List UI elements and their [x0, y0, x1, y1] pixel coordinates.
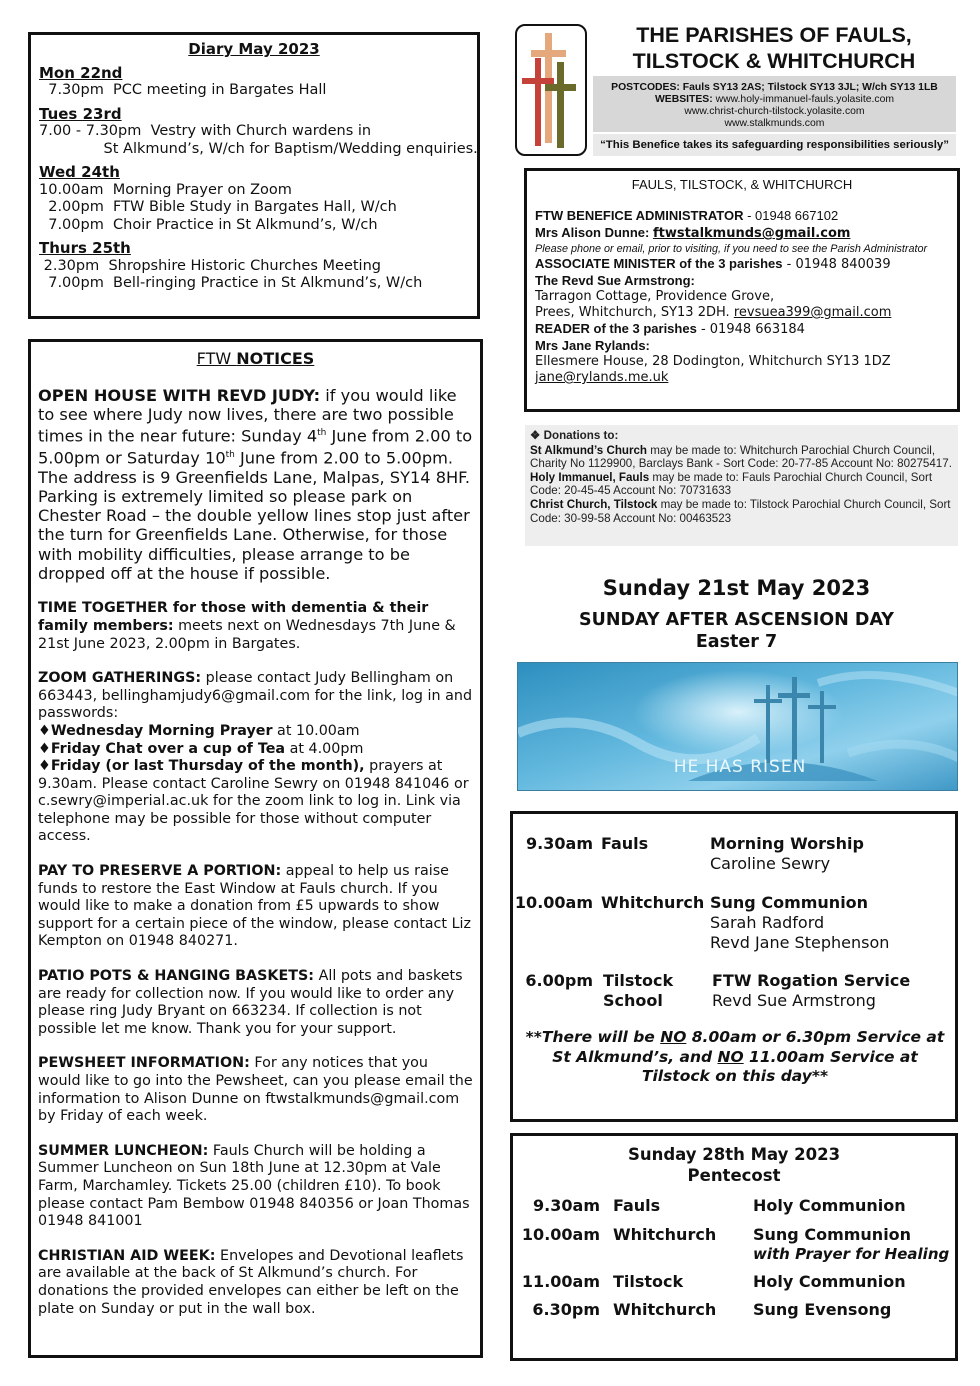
service-time: 11.00am — [521, 1272, 600, 1291]
service-name: Sung Communion — [753, 1225, 912, 1244]
diary-entry: 7.00pm Bell-ringing Practice in St Alkmund’s, W/ch — [39, 275, 423, 291]
notice-heading: PEWSHEET INFORMATION: — [38, 1055, 250, 1072]
reader-email[interactable]: jane@rylands.me.uk — [535, 370, 669, 385]
service-extra: with Prayer for Healing — [753, 1245, 950, 1263]
crosses-icon — [517, 26, 584, 153]
admin-line — [535, 208, 949, 225]
service-row — [513, 893, 955, 957]
zoom-item-text: at 10.00am — [272, 722, 360, 739]
notice-text: 8.00am or 6.30pm Service at St Alkmund’s, and — [552, 1028, 945, 1066]
diary-entry: 7.00 - 7.30pm Vestry with Church wardens in — [39, 123, 372, 139]
diary-day: Thurs 25th — [39, 239, 131, 257]
service-leader: Caroline Sewry — [710, 854, 831, 873]
assoc-line — [535, 256, 949, 273]
notice-heading: SUMMER LUNCHEON: — [38, 1142, 209, 1159]
admin-name-line — [535, 225, 949, 242]
notice-preserve — [38, 863, 473, 951]
service-time: 10.00am — [514, 893, 593, 912]
service-row — [513, 834, 955, 878]
websites-label: WEBSITES: — [654, 94, 713, 105]
service-leader: Revd Sue Armstrong — [712, 991, 876, 1010]
diary-entry: 2.00pm FTW Bible Study in Bargates Hall, W/ch — [39, 199, 397, 215]
notice-sup: th — [225, 449, 235, 460]
safeguarding-quote: “This Benefice takes its safeguarding responsibilities seriously” — [593, 134, 956, 156]
reader-phone: - 01948 663184 — [696, 322, 805, 337]
notice-open-house — [38, 386, 473, 584]
services-sunday-21 — [510, 811, 958, 1122]
sunday-28-subtitle: Pentecost — [687, 1166, 781, 1185]
notice-text: Envelopes and Devotional leaflets are available at the back of St Alkmund’s church. For donations the provided envelopes can either be left on the plate on Sunday or put in the wall box. — [38, 1247, 464, 1317]
service-name — [712, 971, 910, 991]
service-row — [513, 1196, 955, 1218]
service-place: Tilstock — [613, 1272, 684, 1291]
diary-panel — [28, 32, 480, 319]
he-has-risen-banner — [517, 662, 958, 791]
notice-patio — [38, 968, 473, 1038]
assoc-address: Tarragon Cottage, Providence Grove, — [535, 289, 775, 304]
notice-heading: CHRISTIAN AID WEEK: — [38, 1247, 216, 1264]
banner-image — [518, 663, 958, 791]
zoom-item — [38, 723, 473, 741]
zoom-item-text: at 4.00pm — [285, 740, 364, 757]
admin-email[interactable]: ftwstalkmunds@gmail.com — [652, 226, 851, 241]
service-leader: Sarah Radford — [710, 913, 825, 932]
contacts-title: FAULS, TILSTOCK, & WHITCHURCH — [631, 177, 853, 192]
assoc-email[interactable]: revsuea399@gmail.com — [733, 305, 892, 320]
service-place: Tilstock — [603, 971, 674, 990]
reader-address: Ellesmere House, 28 Dodington, Whitchurch SY13 1DZ — [535, 354, 891, 369]
zoom-item-text: prayers at 9.30am. Please contact Caroline Sewry on 01948 841046 or c.sewry@imperial.ac.uk for the zoom link to log in. Link via telephone may be possible for those without computer access. — [38, 758, 469, 845]
diary-entry: 7.00pm Choir Practice in St Alkmund’s, W/ch — [39, 216, 378, 233]
notice-emphasis: NO — [717, 1047, 744, 1066]
contacts-panel — [524, 168, 960, 412]
notice-text: June from 2.00 to 5.00pm or Saturday 10 — [38, 426, 473, 468]
notice-heading: TIME TOGETHER for those with dementia & their family members: — [38, 600, 429, 634]
service-time: 10.00am — [521, 1225, 600, 1244]
zoom-item — [38, 758, 473, 846]
service-time: 9.30am — [533, 1196, 600, 1215]
service-time: 6.30pm — [532, 1300, 600, 1319]
service-place-line2: School — [603, 991, 663, 1010]
notice-pewsheet — [38, 1055, 473, 1125]
assoc-phone: - 01948 840039 — [782, 257, 891, 272]
benefice-title-line: TILSTOCK & WHITCHURCH — [632, 49, 916, 73]
websites — [593, 94, 956, 106]
service-time: 9.30am — [526, 834, 593, 853]
sunday-21-date: Sunday 21st May 2023 — [602, 576, 871, 600]
sunday-21-subtitle-line: Easter 7 — [695, 632, 778, 652]
website-link[interactable]: www.stalkmunds.com — [724, 118, 825, 129]
diary-day: Mon 22nd — [39, 63, 123, 82]
sunday-21-subtitle-line: SUNDAY AFTER ASCENSION DAY — [579, 610, 894, 630]
notice-text: if you would like to see where Judy now lives, there are two possible times in the near future: Sunday 4 — [38, 385, 457, 446]
website-link[interactable]: www.holy-immanuel-fauls.yolasite.com — [712, 94, 895, 105]
notice-text: For any notices that you would like to go into the Pewsheet, can you please email the information to Alison Dunne on ftwstalkmunds@gmail.com by Friday of each week. — [38, 1055, 473, 1125]
notice-text: All pots and baskets are ready for collection now. If you would like to order any please ring Judy Bryant on 663234. If collection is not possible let me know. Thank you for your support. — [38, 968, 463, 1037]
service-name: Holy Communion — [753, 1196, 906, 1215]
donation-church: Holy Immanuel, Fauls — [530, 470, 650, 484]
notices-title-prefix: FTW — [196, 349, 237, 368]
service-row — [513, 1272, 955, 1294]
assoc-name: The Revd Sue Armstrong: — [535, 273, 695, 288]
notice-text: June from 2.00 to 5.00pm. The address is 9 Greenfields Lane, Malpas, SY14 8HF. Parking is extremely limited so please park on Chester Road – the double yellow lines stop just after the turn for Greenfields Lane. Otherwise, for those with mobility difficulties, please arrange to be dropped off at the house if possible. — [38, 448, 471, 584]
assoc-address: Prees, Whitchurch, SY13 2DH. — [535, 305, 734, 320]
notice-time-together — [38, 600, 473, 653]
donations-panel — [525, 425, 958, 546]
diary-entry: St Alkmund’s, W/ch for Baptism/Wedding enquiries. — [39, 140, 478, 157]
service-name: Sung Evensong — [753, 1300, 892, 1319]
donation-details: may be made to: Fauls Parochial Church Council, Sort Code: 20-45-45 Account No: 70731633 — [530, 470, 933, 498]
diary-day: Wed 24th — [39, 163, 120, 181]
notice-luncheon — [38, 1143, 473, 1231]
reader-line — [535, 321, 949, 338]
service-row — [513, 1225, 955, 1265]
notice-heading: OPEN HOUSE WITH REVD JUDY: — [38, 385, 321, 405]
service-row — [513, 1300, 955, 1322]
notice-text: Fauls Church will be holding a Summer Luncheon on Sun 18th June at 12.30pm at Vale Farm, Marchamley. Tickets 25.00 (children £10). To book please contact Pam Bembow 01948 840356 or Joan Thomas 01948 841001 — [38, 1142, 470, 1230]
service-time: 6.00pm — [525, 971, 593, 990]
notice-heading: PAY TO PRESERVE A PORTION: — [38, 863, 282, 880]
donation-item — [530, 498, 953, 525]
benefice-title — [598, 22, 950, 74]
notice-text: **There will be — [525, 1028, 661, 1046]
service-title: FTW Rogation Service — [712, 971, 911, 990]
assoc-label: ASSOCIATE MINISTER of the 3 parishes — [535, 256, 783, 271]
service-name — [710, 834, 864, 854]
notice-heading: ZOOM GATHERINGS: — [38, 670, 202, 687]
service-leader: Revd Jane Stephenson — [710, 933, 890, 952]
admin-note: Please phone or email, prior to visiting, if you need to see the Parish Administrator — [535, 243, 928, 255]
notice-sup: th — [317, 428, 327, 439]
website-link[interactable]: www.christ-church-tilstock.yolasite.com — [684, 106, 865, 117]
bullet-icon: ♦ — [38, 758, 51, 775]
service-place: Whitchurch — [613, 1225, 717, 1244]
notice-text: 11.00am Service at Tilstock on this day** — [641, 1047, 918, 1085]
services-sunday-28 — [510, 1133, 958, 1361]
service-title: Morning Worship — [710, 834, 864, 853]
zoom-item — [38, 741, 473, 759]
notice-text: please contact Judy Bellingham on 663443, bellinghamjudy6@gmail.com for the link, log in and passwords: — [38, 670, 473, 722]
assoc-address-line2 — [535, 305, 949, 321]
notice-heading: PATIO POTS & HANGING BASKETS: — [38, 968, 315, 985]
notices-title — [38, 350, 473, 368]
service-row — [513, 971, 955, 1015]
service-place: Whitchurch — [613, 1300, 717, 1319]
donations-heading: ❖ Donations to: — [530, 429, 619, 442]
admin-label: FTW BENEFICE ADMINISTRATOR — [535, 208, 744, 223]
sunday-21-subtitle — [515, 609, 958, 653]
bullet-icon: ♦ — [38, 722, 51, 739]
diary-day: Tues 23rd — [39, 104, 122, 123]
zoom-item-title: Wednesday Morning Prayer — [50, 722, 273, 739]
admin-name: Mrs Alison Dunne: — [535, 225, 653, 240]
donation-details: may be made to: Whitchurch Parochial Church Council, Charity No 1129900, Barclays Bank - Sort Code: 20-77-85 Account No: 80275417. — [530, 443, 952, 471]
notice-text: appeal to help us raise funds to restore the East Window at Fauls church. If you would like to make a donation from £5 upwards to show support for a certain piece of the window, please contact Liz Kempton on 01948 840271. — [38, 863, 472, 950]
zoom-item-title: Friday (or last Thursday of the month), — [50, 758, 365, 775]
notice-text: meets next on Wednesdays 7th June & 21st June 2023, 2.00pm in Bargates. — [38, 617, 456, 652]
service-place: Fauls — [613, 1196, 661, 1215]
sunday-28-heading — [513, 1144, 955, 1186]
parish-logo — [515, 24, 587, 156]
benefice-title-line: THE PARISHES OF FAULS, — [636, 23, 912, 47]
diary-entry: 7.30pm PCC meeting in Bargates Hall — [39, 82, 327, 98]
benefice-info — [593, 76, 956, 132]
diary-title: Diary May 2023 — [188, 40, 320, 58]
donation-church: Christ Church, Tilstock — [530, 497, 658, 511]
banner-caption: HE HAS RISEN — [673, 757, 807, 777]
donation-details: may be made to: Tilstock Parochial Church Council, Sort Code: 30-99-58 Account No: 00463523 — [530, 497, 951, 525]
zoom-item-title: Friday Chat over a cup of Tea — [50, 740, 286, 757]
notice-zoom — [38, 670, 473, 846]
sunday-28-date: Sunday 28th May 2023 — [627, 1145, 841, 1164]
diary-entry: 2.30pm Shropshire Historic Churches Meeting — [39, 257, 381, 274]
notice-christian-aid — [38, 1248, 473, 1318]
notices-title-main: NOTICES — [236, 349, 315, 368]
no-service-notice — [523, 1028, 947, 1087]
bullet-icon: ♦ — [38, 740, 51, 757]
donation-item — [530, 471, 953, 498]
service-name — [710, 893, 868, 913]
reader-label: READER of the 3 parishes — [535, 321, 697, 336]
reader-name: Mrs Jane Rylands: — [535, 338, 650, 353]
service-title: Sung Communion — [710, 893, 869, 912]
service-name: Holy Communion — [753, 1272, 906, 1291]
donation-church: St Alkmund’s Church — [530, 443, 648, 457]
postcodes: POSTCODES: Fauls SY13 2AS; Tilstock SY13 3JL; W/ch SY13 1LB — [611, 82, 938, 93]
notices-panel — [28, 339, 483, 1358]
admin-phone: - 01948 667102 — [743, 208, 839, 223]
notice-emphasis: NO — [660, 1028, 687, 1046]
diary-entry: 10.00am Morning Prayer on Zoom — [39, 181, 292, 198]
service-place: Fauls — [601, 834, 649, 853]
donation-item — [530, 444, 953, 471]
service-place: Whitchurch — [601, 893, 705, 912]
